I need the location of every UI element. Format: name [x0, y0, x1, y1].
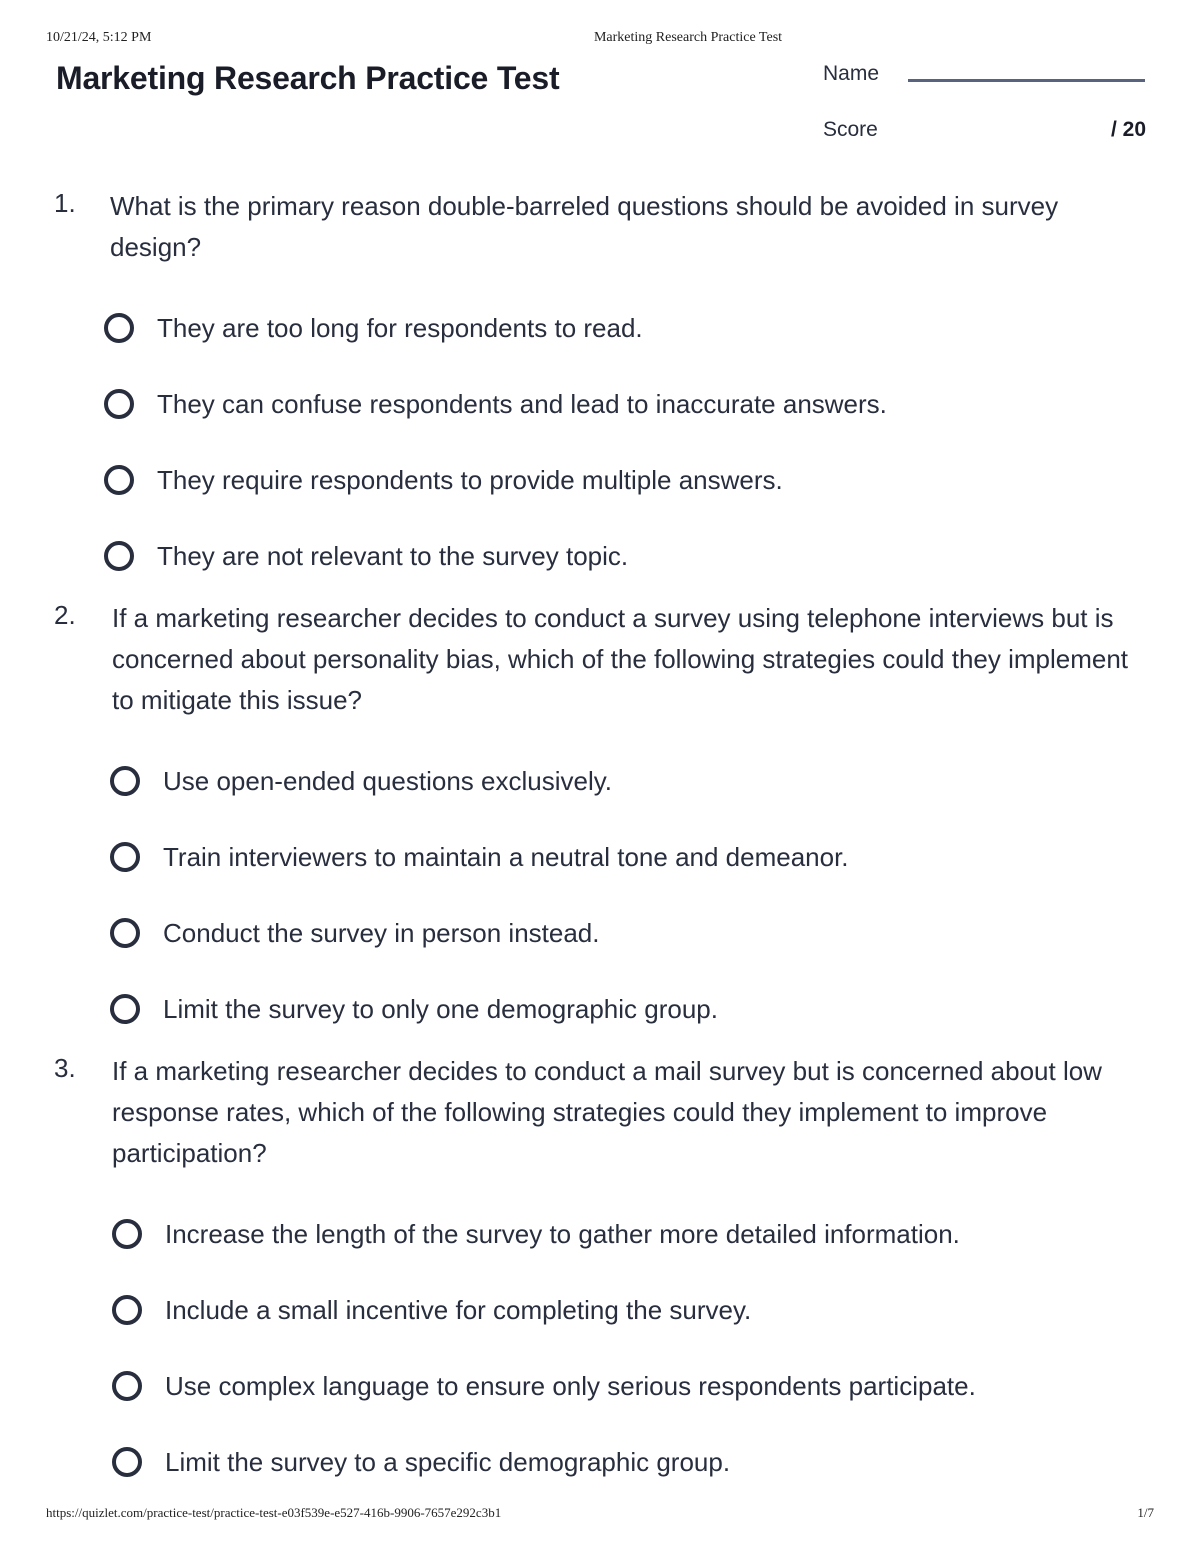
score-total: / 20 — [1110, 118, 1146, 141]
option-label: They require respondents to provide multiple answers. — [157, 465, 783, 495]
question-3 — [54, 1051, 1144, 1500]
answer-options — [54, 290, 1144, 594]
option-label: Include a small incentive for completing the survey. — [165, 1295, 752, 1325]
radio-button[interactable] — [110, 842, 140, 872]
answer-options — [54, 1196, 1144, 1500]
answer-option[interactable] — [104, 290, 1144, 366]
print-page-title: Marketing Research Practice Test — [593, 30, 783, 45]
page-url: https://quizlet.com/practice-test/practice-test-e03f539e-e527-416b-9906-7657e292c3b1 — [46, 1505, 502, 1520]
question-number: 2. — [54, 600, 76, 630]
answer-option[interactable] — [110, 971, 1144, 1047]
option-label: Train interviewers to maintain a neutral tone and demeanor. — [163, 842, 849, 872]
question-text: If a marketing researcher decides to conduct a survey using telephone interviews but is concerned about personality bias, which of the following strategies could they implement to mitigate this issue? — [112, 603, 1129, 715]
answer-option[interactable] — [104, 518, 1144, 594]
radio-button[interactable] — [110, 766, 140, 796]
radio-button[interactable] — [104, 313, 134, 343]
option-label: They can confuse respondents and lead to inaccurate answers. — [157, 389, 887, 419]
option-label: They are not relevant to the survey topic. — [157, 541, 629, 571]
test-title: Marketing Research Practice Test — [56, 60, 560, 96]
option-label: Limit the survey to a specific demographic group. — [165, 1447, 731, 1477]
answer-option[interactable] — [104, 366, 1144, 442]
print-header — [0, 30, 1200, 50]
radio-button[interactable] — [112, 1219, 142, 1249]
radio-button[interactable] — [104, 389, 134, 419]
answer-option[interactable] — [104, 442, 1144, 518]
answer-options — [54, 743, 1144, 1047]
print-footer — [0, 1505, 1200, 1525]
name-field-line[interactable] — [908, 79, 1145, 82]
option-label: Conduct the survey in person instead. — [163, 918, 600, 948]
radio-button[interactable] — [110, 994, 140, 1024]
print-datetime: 10/21/24, 5:12 PM — [46, 30, 152, 45]
radio-button[interactable] — [112, 1371, 142, 1401]
radio-button[interactable] — [112, 1295, 142, 1325]
radio-button[interactable] — [104, 541, 134, 571]
question-number: 3. — [54, 1053, 76, 1083]
question-text: What is the primary reason double-barreled questions should be avoided in survey design? — [110, 191, 1059, 262]
score-label: Score — [823, 118, 878, 141]
answer-option[interactable] — [110, 743, 1144, 819]
answer-option[interactable] — [110, 819, 1144, 895]
answer-option[interactable] — [110, 895, 1144, 971]
option-label: They are too long for respondents to read. — [157, 313, 643, 343]
page-number: 1/7 — [1137, 1505, 1154, 1520]
answer-option[interactable] — [112, 1348, 1144, 1424]
radio-button[interactable] — [104, 465, 134, 495]
option-label: Increase the length of the survey to gather more detailed information. — [165, 1219, 960, 1249]
name-label: Name — [823, 62, 880, 85]
radio-button[interactable] — [110, 918, 140, 948]
answer-option[interactable] — [112, 1196, 1144, 1272]
radio-button[interactable] — [112, 1447, 142, 1477]
question-2 — [54, 598, 1144, 1047]
answer-option[interactable] — [112, 1424, 1144, 1500]
option-label: Limit the survey to only one demographic group. — [163, 994, 718, 1024]
option-label: Use open-ended questions exclusively. — [163, 766, 613, 796]
question-text: If a marketing researcher decides to conduct a mail survey but is concerned about low response rates, which of the following strategies could they implement to improve participation? — [112, 1056, 1102, 1168]
question-number: 1. — [54, 188, 76, 218]
answer-option[interactable] — [112, 1272, 1144, 1348]
question-1 — [54, 186, 1144, 594]
option-label: Use complex language to ensure only serious respondents participate. — [165, 1371, 976, 1401]
